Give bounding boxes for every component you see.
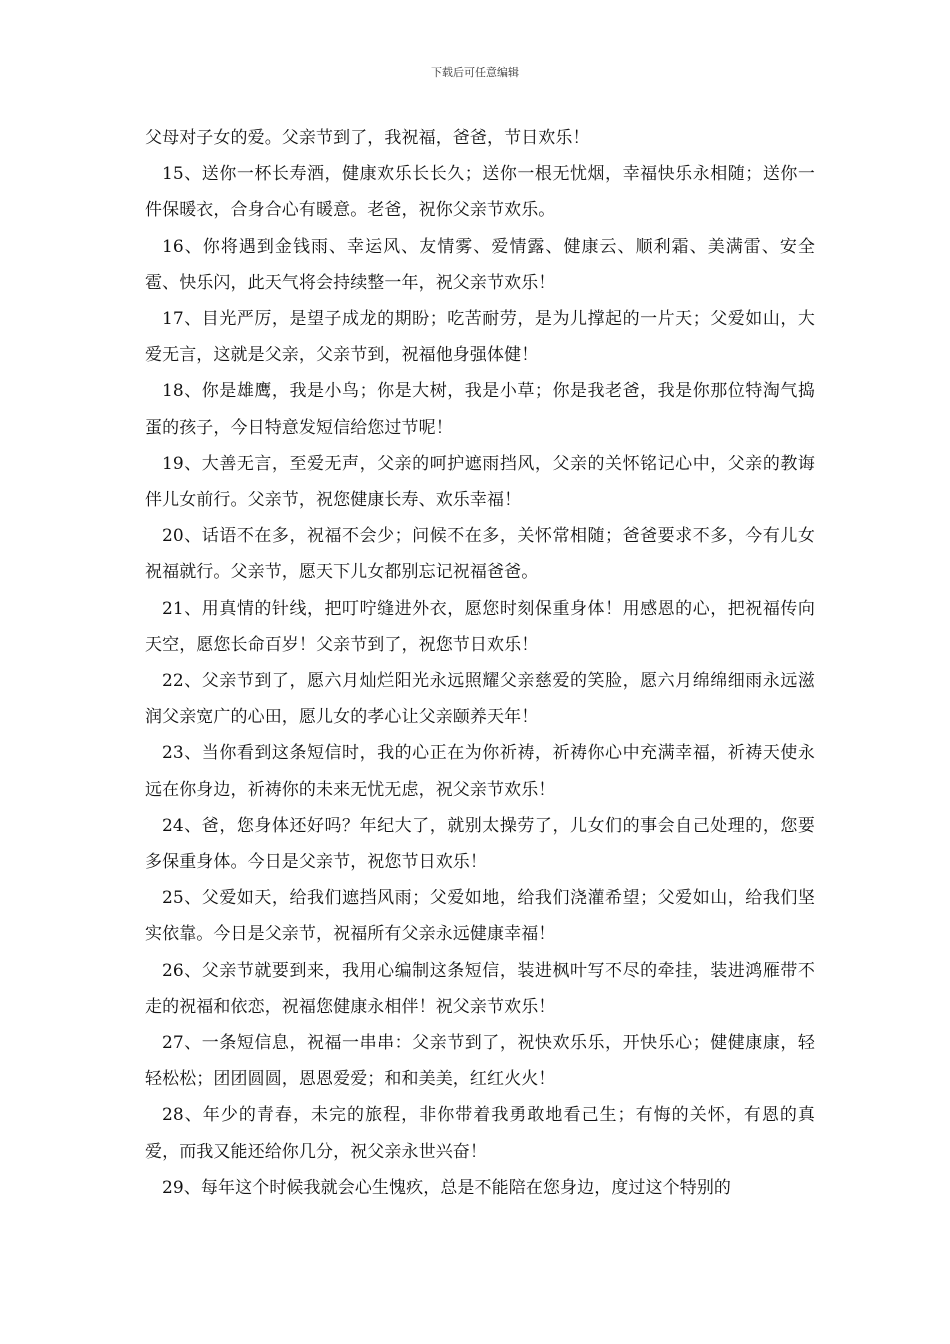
paragraph: 父母对子女的爱。父亲节到了，我祝福，爸爸，节日欢乐！: [145, 128, 590, 148]
document-body: [145, 120, 815, 1206]
page-header: 下载后可任意编辑: [431, 66, 519, 79]
paragraph: 16、你将遇到金钱雨、幸运风、友情雾、爱情露、健康云、顺利霜、美满雷、安全雹、快乐闪，此天气将会持续整一年，祝父亲节欢乐！: [145, 236, 815, 293]
paragraph: 17、目光严厉，是望子成龙的期盼；吃苦耐劳，是为儿撑起的一片天；父爱如山，大爱无言，这就是父亲，父亲节到，祝福他身强体健！: [145, 309, 815, 366]
paragraph: 29、每年这个时候我就会心生愧疚，总是不能陪在您身边，度过这个特别的: [162, 1177, 732, 1198]
paragraph: 19、大善无言，至爱无声，父亲的呵护遮雨挡风，父亲的关怀铭记心中，父亲的教诲伴儿女前行。父亲节，祝您健康长寿、欢乐幸福！: [145, 453, 815, 511]
paragraph: 18、你是雄鹰，我是小鸟；你是大树，我是小草；你是我老爸，我是你那位特淘气捣蛋的孩子，今日特意发短信给您过节呢！: [145, 381, 815, 438]
paragraph: 24、爸，您身体还好吗？年纪大了，就别太操劳了，儿女们的事会自己处理的，您要多保重身体。今日是父亲节，祝您节日欢乐！: [145, 815, 815, 873]
paragraph: 20、话语不在多，祝福不会少；问候不在多，关怀常相随；爸爸要求不多，今有儿女祝福就行。父亲节，愿天下儿女都别忘记祝福爸爸。: [145, 526, 815, 583]
paragraph: 25、父爱如天，给我们遮挡风雨；父爱如地，给我们浇灌希望；父爱如山，给我们坚实依靠。今日是父亲节，祝福所有父亲永远健康幸福！: [145, 888, 815, 945]
paragraph: 22、父亲节到了，愿六月灿烂阳光永远照耀父亲慈爱的笑脸，愿六月绵绵细雨永远滋润父亲宽广的心田，愿儿女的孝心让父亲颐养天年！: [145, 671, 815, 728]
paragraph: 21、用真情的针线，把叮咛缝进外衣，愿您时刻保重身体！用感恩的心，把祝福传向天空，愿您长命百岁！父亲节到了，祝您节日欢乐！: [145, 598, 815, 655]
paragraph: 15、送你一杯长寿酒，健康欢乐长长久；送你一根无忧烟，幸福快乐永相随；送你一件保暖衣，合身合心有暖意。老爸，祝你父亲节欢乐。: [145, 164, 815, 221]
paragraph: 23、当你看到这条短信时，我的心正在为你祈祷，祈祷你心中充满幸福，祈祷天使永远在你身边，祈祷你的未来无忧无虑，祝父亲节欢乐！: [145, 743, 815, 800]
paragraph: 26、父亲节就要到来，我用心编制这条短信，装进枫叶写不尽的牵挂，装进鸿雁带不走的祝福和依恋，祝福您健康永相伴！祝父亲节欢乐！: [145, 960, 815, 1017]
paragraph: 28、年少的青春，未完的旅程，非你带着我勇敢地看己生；有悔的关怀，有恩的真爱，而我又能还给你几分，祝父亲永世兴奋！: [145, 1105, 815, 1162]
paragraph: 27、一条短信息，祝福一串串：父亲节到了，祝快欢乐乐，开快乐心；健健康康，轻轻松松；团团圆圆，恩恩爱爱；和和美美，红红火火！: [145, 1033, 815, 1090]
